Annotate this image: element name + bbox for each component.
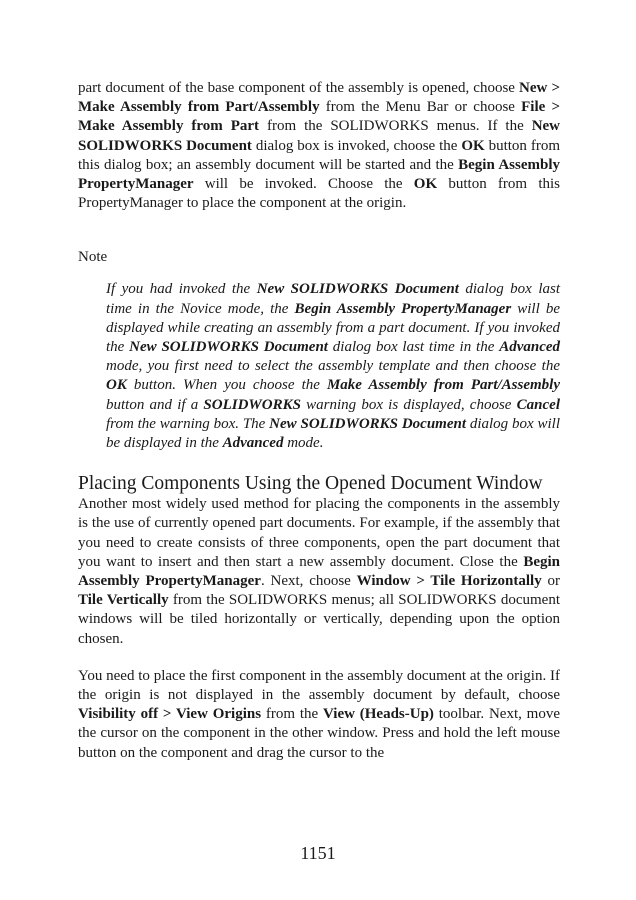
page-number: 1151 [300,843,336,863]
bold-term: View (Heads-Up) [323,706,434,723]
bold-term: File > Make Assembly from Part [78,99,561,135]
bold-term: New > Make Assembly from Part/Assembly [78,80,560,116]
text-run: or [541,573,560,590]
text-run: button from this PropertyManager to place the component at the origin. [78,176,560,212]
bold-term: SOLIDWORKS [203,396,301,413]
bold-term: Window > Tile Horizontally [356,573,542,590]
text-run: from the [261,706,323,723]
paragraph-origin [78,667,560,763]
text-run: dialog box will be displayed in the [106,415,560,452]
paragraph-method [78,495,560,649]
bold-term: Begin Assembly PropertyManager [78,156,560,193]
text-run: dialog box last time in the [327,339,500,356]
text-run: from the SOLIDWORKS menus. If the [259,118,532,135]
text-run: dialog box is invoked, choose the [251,137,462,154]
section-heading: Placing Components Using the Opened Document Window [78,473,543,495]
text-run: button from this dialog box; an assembly document will be started and the [78,137,560,173]
text-run: You need to place the first component in the assembly document at the origin. If the origin is not displayed in the assembly document by default, choose [78,667,560,704]
text-run: will be invoked. Choose the [193,176,414,193]
text-run: from the Menu Bar or choose [319,99,522,116]
bold-term: Begin Assembly PropertyManager [294,300,512,317]
text-run: from the warning box. The [106,415,270,432]
note-body [106,280,560,453]
text-run: warning box is displayed, choose [300,396,517,413]
note-label: Note [78,249,108,266]
bold-term: Make Assembly from Part/Assembly [326,377,561,394]
bold-term: Cancel [516,396,560,413]
bold-term: OK [461,137,485,154]
bold-term: New SOLIDWORKS Document [78,118,561,154]
text-run: Another most widely used method for placing the components in the assembly is the use of currently opened part documents. For example, if the assembly that you need to create consists of three components, open the part document that you want to insert and then start a new assembly document. Close the [78,496,560,570]
bold-term: New SOLIDWORKS Document [129,339,328,356]
text-run: button. When you choose the [126,377,327,394]
bold-term: New SOLIDWORKS Document [256,281,459,298]
bold-term: OK [413,176,438,193]
page-content [78,79,560,763]
text-run: mode. [283,435,324,452]
bold-term: Advanced [222,435,284,452]
text-run: If you had invoked the [106,281,257,298]
bold-term: Tile Vertically [78,592,169,609]
bold-term: OK [106,377,127,394]
text-run: . Next, choose [260,573,357,590]
text-run: from the SOLIDWORKS menus; all SOLIDWORKS document windows will be tiled horizontally or vertically, depending upon the option chosen. [78,592,560,647]
text-run: button and if a [106,396,204,413]
paragraph-intro [78,79,560,213]
text-run: mode, you first need to select the assembly template and then choose the [106,358,560,375]
text-run: dialog box last time in the Novice mode, the [106,281,560,317]
bold-term: Advanced [499,339,561,356]
bold-term: New SOLIDWORKS Document [269,415,467,432]
text-run: part document of the base component of the assembly is opened, choose [78,80,520,96]
text-run: will be displayed while creating an assembly from a part document. If you invoked the [106,300,561,356]
bold-term: Begin Assembly PropertyManager [78,553,560,590]
bold-term: Visibility off > View Origins [78,706,262,723]
text-run: toolbar. Next, move the cursor on the component in the other window. Press and hold the left mouse button on the component and drag the cursor to the [78,706,560,761]
